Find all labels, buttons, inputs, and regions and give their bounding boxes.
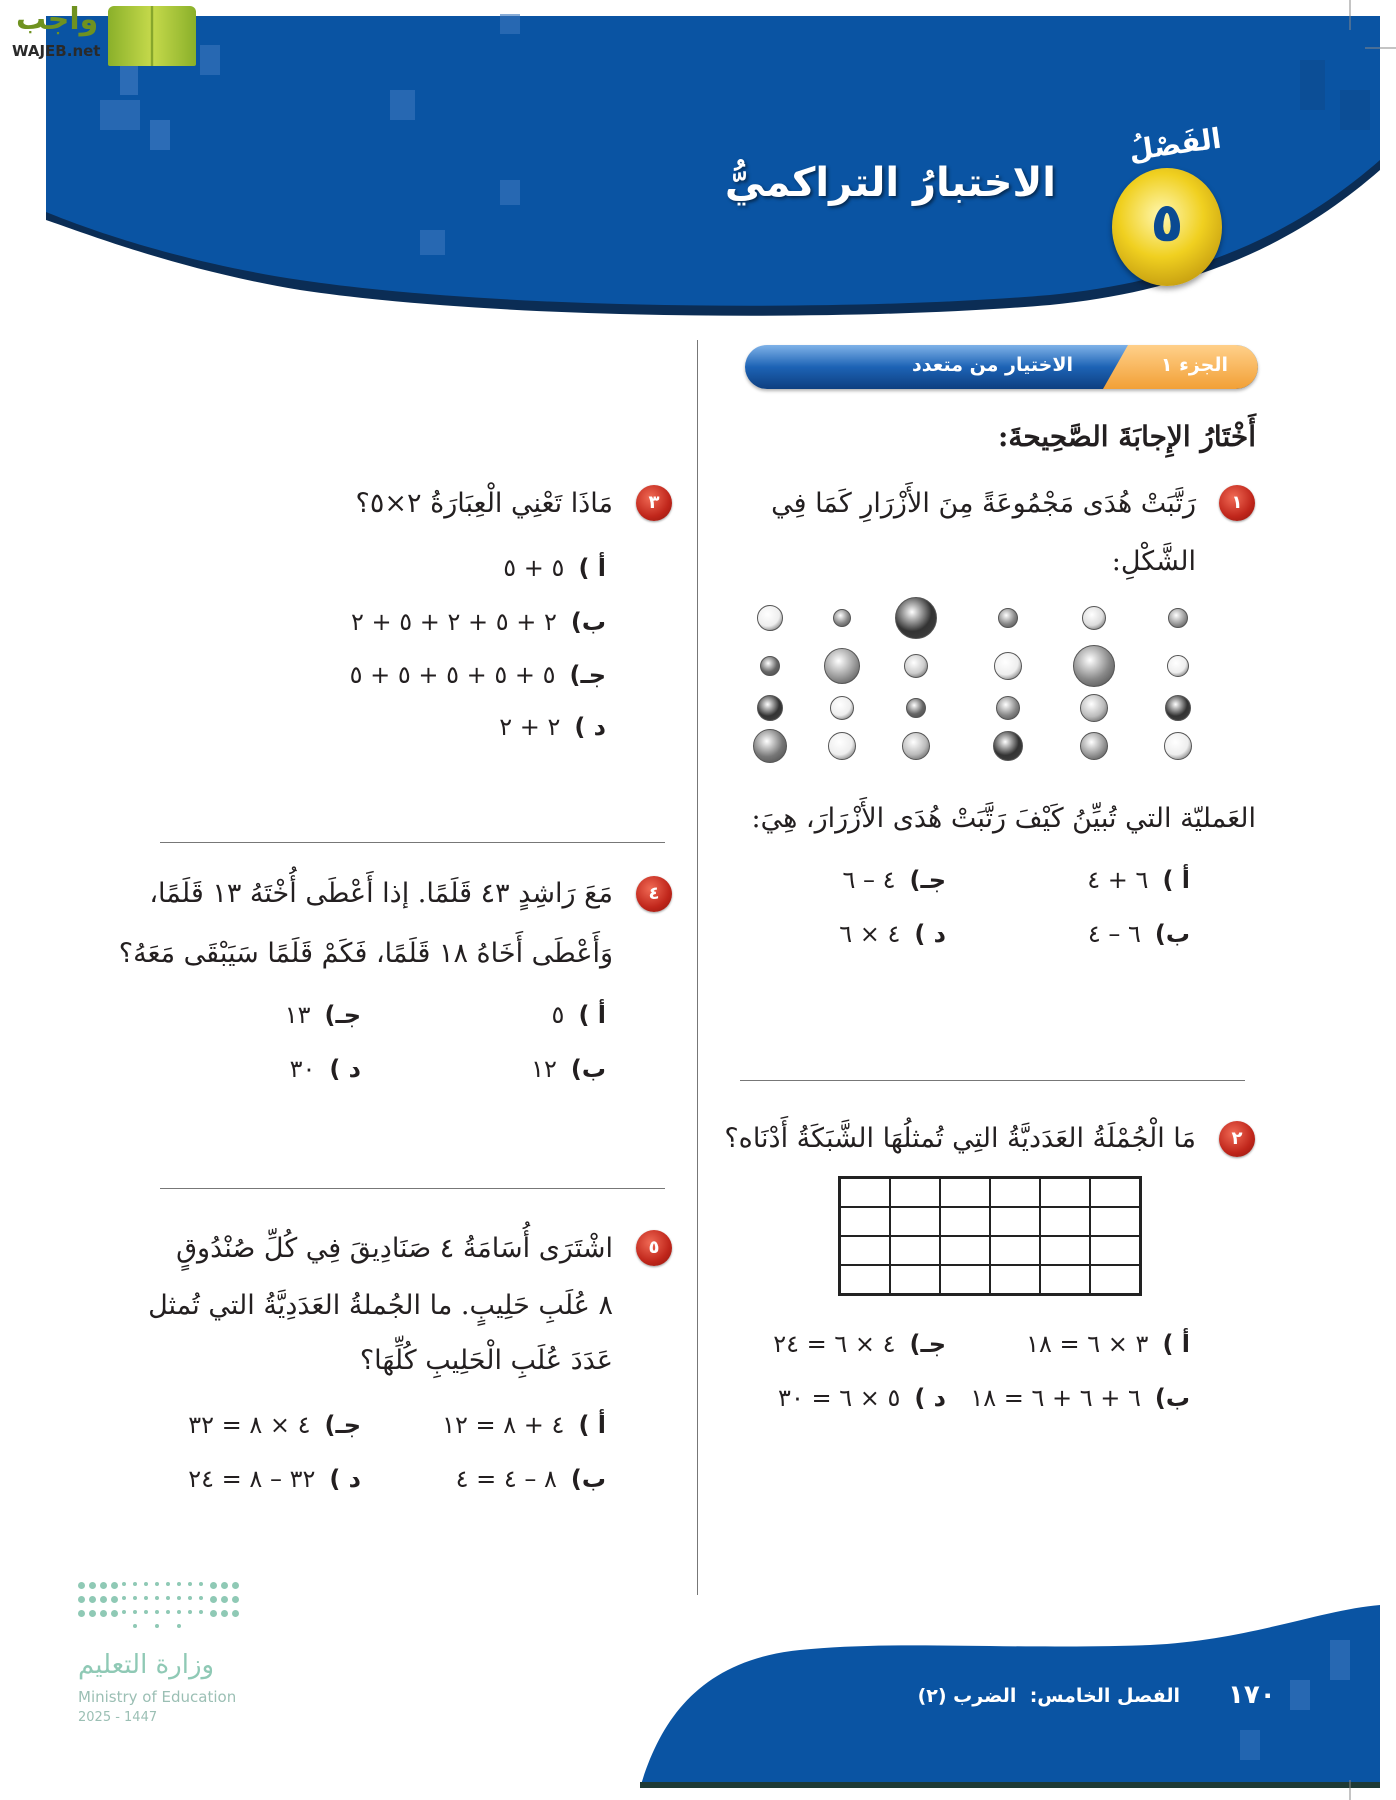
question-1-line-2: الشَّكْلِ: [1111,546,1196,577]
grid-cell [840,1178,891,1208]
option-text: ٣٠ [289,1055,316,1083]
option-text: ٤ – ٦ [842,866,896,894]
option-text: ٢ + ٥ + ٢ + ٥ + ٢ [350,608,557,636]
part-number: الجزء ١ [1160,354,1228,376]
grid-cell [1040,1236,1090,1265]
option-text: ٤ × ٦ = ٢٤ [773,1330,896,1358]
option-c[interactable] [842,866,946,894]
option-text: ٥ × ٦ = ٣٠ [778,1384,901,1412]
button-icon [757,605,783,631]
question-badge: ٣ [636,485,672,521]
button-icon [753,729,787,763]
page-number: ١٧٠ [1228,1680,1276,1710]
button-icon [1168,608,1188,628]
grid-cell [940,1178,990,1208]
button-icon [998,608,1018,628]
footer-chapter [918,1685,1180,1707]
ministry-dot [155,1582,159,1586]
option-text: ٤ × ٦ [839,920,901,948]
button-icon [1167,655,1189,677]
grid-row [840,1236,1141,1265]
grid-row [840,1265,1141,1295]
grid-cell [940,1207,990,1236]
page-title: الاختبارُ التراكميُّ [724,160,1056,206]
option-letter: د ) [914,920,946,948]
option-letter: أ ) [1162,1330,1190,1358]
part-bar [745,345,1258,389]
option-d[interactable] [839,920,946,948]
button-icon [1080,694,1108,722]
option-letter: د ) [914,1384,946,1412]
button-icon [760,656,780,676]
wajeb-logo [10,2,190,66]
button-icon [833,609,851,627]
question-badge: ٥ [636,1230,672,1266]
question-badge: ٢ [1219,1121,1255,1157]
book-icon [108,6,196,66]
option-c[interactable] [350,661,606,689]
footer-banner [0,1600,1396,1800]
grid-cell [990,1178,1040,1208]
instruction: أَخْتَارُ الإِجابَةَ الصَّحِيحةَ: [997,420,1256,453]
grid-cell [890,1265,940,1295]
section-divider [160,1188,665,1189]
button-icon [902,732,930,760]
question-5-line-3: عَدَدَ عُلَبِ الْحَلِيبِ كُلِّهَا؟ [359,1345,613,1376]
option-a[interactable] [442,1411,606,1439]
option-text: ٦ – ٤ [1087,920,1141,948]
grid-row [840,1178,1141,1208]
option-d[interactable] [499,713,606,741]
ministry-dot [188,1582,192,1586]
option-c[interactable] [188,1411,361,1439]
option-a[interactable] [503,554,606,582]
option-d[interactable] [778,1384,946,1412]
button-icon [828,732,856,760]
option-letter: ب) [570,608,606,636]
ministry-dot [166,1582,170,1586]
option-letter: ب) [570,1055,606,1083]
ministry-dot [177,1582,181,1586]
option-letter: أ ) [578,1411,606,1439]
grid-cell [1040,1265,1090,1295]
button-icon [904,654,928,678]
option-letter: أ ) [578,554,606,582]
option-c[interactable] [773,1330,946,1358]
option-b[interactable] [456,1465,606,1493]
button-icon [996,696,1020,720]
ministry-dot [199,1582,203,1586]
option-letter: ب) [570,1465,606,1493]
brand-logo-text: واجب [16,2,99,37]
column-divider [697,340,698,1595]
ministry-dot [89,1582,96,1589]
chapter-number: ٥ [1150,191,1184,254]
grid-cell [940,1236,990,1265]
grid-cell [940,1265,990,1295]
option-b[interactable] [351,608,606,636]
question-1-sub: العَمليّة التي تُبيِّنُ كَيْفَ رَتَّبَتْ هُدَى الأَزْرَارَ، هِيَ: [751,803,1256,834]
option-c[interactable] [285,1001,361,1029]
option-letter: أ ) [1162,866,1190,894]
option-text: ١٢ [531,1055,557,1083]
ministry-dot [78,1582,85,1589]
option-text: ٨ – ٤ = ٤ [455,1465,557,1493]
option-a[interactable] [1087,866,1190,894]
ministry-dot [221,1582,228,1589]
option-text: ٥ [551,1001,565,1029]
grid-cell [1090,1236,1141,1265]
option-text: ٤ × ٨ = ٣٢ [188,1411,311,1439]
section-divider [160,842,665,843]
section-divider [740,1080,1245,1081]
option-text: ٣ × ٦ = ١٨ [1026,1330,1149,1358]
grid-cell [990,1265,1040,1295]
ministry-dot [232,1582,239,1589]
ministry-dot [122,1582,126,1586]
ministry-dot [144,1582,148,1586]
question-5-line-2: ٨ عُلَبِ حَلِيبٍ. ما الجُملةُ العَدَدِيَّةُ التي تُمثل [148,1290,613,1321]
grid-cell [990,1236,1040,1265]
ministry-dot [111,1582,118,1589]
option-letter: أ ) [578,1001,606,1029]
option-d[interactable] [290,1055,361,1083]
option-letter: د ) [574,713,606,741]
question-4-line-2: وَأَعْطَى أَخَاهُ ١٨ قَلَمًا، فَكَمْ قَلَمًا سَيَبْقَى مَعَهُ؟ [118,938,613,969]
button-icon [1164,732,1192,760]
grid-cell [890,1207,940,1236]
option-text: ٥ + ٥ [503,554,565,582]
grid-cell [990,1207,1040,1236]
button-icon [994,652,1022,680]
button-icon [830,696,854,720]
option-text: ٣٢ – ٨ = ٢٤ [188,1465,316,1493]
button-icon [824,648,860,684]
array-grid [838,1176,1142,1296]
grid-cell [1040,1178,1090,1208]
grid-cell [890,1178,940,1208]
grid-cell [1040,1207,1090,1236]
button-icon [993,731,1023,761]
question-2-line-1: مَا الْجُمْلَةُ العَدَديَّةُ التِي تُمثلُهَا الشَّبَكَةُ أَدْنَاه؟ [724,1123,1196,1154]
ministry-year: 2025 - 1447 [78,1710,158,1725]
footer-lesson: الضرب (٢) [917,1685,1017,1707]
option-b[interactable] [531,1055,606,1083]
option-text: ٦ + ٤ [1087,866,1149,894]
chapter-number-badge [1112,168,1222,286]
grid-cell [1090,1178,1141,1208]
button-icon [1165,695,1191,721]
option-a[interactable] [552,1001,606,1029]
button-icon [895,597,937,639]
grid-cell [1090,1207,1141,1236]
question-3-line-1: مَاذَا تَعْنِي الْعِبَارَةُ ٢×٥؟ [355,488,613,519]
button-icon [1080,732,1108,760]
grid-cell [840,1265,891,1295]
button-icon [1082,606,1106,630]
option-letter: جـ) [324,1001,361,1029]
question-1-line-1: رَتَّبَتْ هُدَى مَجْمُوعَةً مِنَ الأَزْرَارِ كَمَا فِي [771,488,1196,519]
option-a[interactable] [1026,1330,1190,1358]
ministry-dot [100,1582,107,1589]
ministry-name-en: Ministry of Education [78,1688,237,1706]
option-letter: ب) [1154,1384,1190,1412]
question-5-line-1: اشْتَرَى أُسَامَةُ ٤ صَنَادِيقَ فِي كُلِّ صُنْدُوقٍ [176,1233,613,1264]
option-text: ٥ + ٥ + ٥ + ٥ + ٥ [349,661,556,689]
grid-row [840,1207,1141,1236]
footer-chapter-name: الفصل الخامس: [1029,1685,1180,1707]
ministry-dot [133,1582,137,1586]
button-icon [757,695,783,721]
option-b[interactable] [1088,920,1190,948]
option-letter: جـ) [324,1411,361,1439]
option-letter: د ) [329,1055,361,1083]
option-text: ٦ + ٦ + ٦ = ١٨ [970,1384,1141,1412]
option-d[interactable] [188,1465,361,1493]
question-badge: ١ [1219,485,1255,521]
option-letter: ب) [1154,920,1190,948]
part-label: الاختيار من متعدد [912,354,1073,376]
option-text: ٤ + ٨ = ١٢ [442,1411,565,1439]
button-icon [1073,645,1115,687]
option-text: ١٣ [284,1001,311,1029]
option-letter: جـ) [569,661,606,689]
grid-cell [890,1236,940,1265]
option-letter: د ) [329,1465,361,1493]
question-badge: ٤ [636,876,672,912]
option-b[interactable] [970,1384,1190,1412]
brand-logo-sub: WAJEB.net [12,42,101,60]
header-banner [0,0,1396,340]
grid-cell [1090,1265,1141,1295]
option-letter: جـ) [909,1330,946,1358]
grid-cell [840,1236,891,1265]
option-letter: جـ) [909,866,946,894]
ministry-dot [210,1582,217,1589]
buttons-figure [745,590,1205,770]
grid-cell [840,1207,891,1236]
option-text: ٢ + ٢ [499,713,561,741]
button-icon [906,698,926,718]
question-4-line-1: مَعَ رَاشِدٍ ٤٣ قَلَمًا. إذا أَعْطَى أُخْتَهُ ١٣ قَلَمًا، [149,878,613,909]
chapter-label: الفَصْلُ [1126,121,1224,168]
ministry-name-ar: وزارة التعليم [78,1650,215,1680]
